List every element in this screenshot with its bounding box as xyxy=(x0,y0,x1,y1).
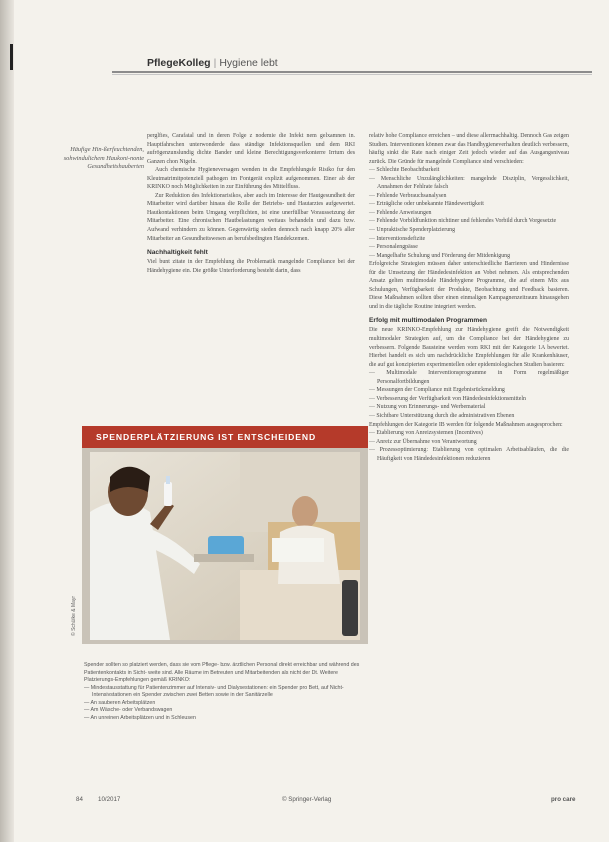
info-box-title: SPENDERPLÄTZIERUNG IST ENTSCHEIDEND xyxy=(82,426,368,448)
header-rule-thin xyxy=(112,74,592,75)
page-number: 84 xyxy=(76,796,83,803)
header-section: Hygiene lebt xyxy=(219,57,278,69)
section-heading: Nachhaltigkeit fehlt xyxy=(147,249,208,257)
caption-text: Spender sollten so platziert werden, dass sie vom Pflege- bzw. ärztlichen Personal direkt erreichbar und während des Patientenkontakts in Sicht- weite sind. Alle Räume im Betreuten und Mitarbeitenden als nicht der Dt. Weitere Platzierungs-Empfehlungen gemäß KRINKO: xyxy=(84,662,360,683)
list-item: — Fehlende Verbrauchsanalysen xyxy=(369,192,569,201)
list-item: — Fehlende Vorbildfunktion nichtiner und fehlendes Vorbild durch Vorgesetzte xyxy=(369,217,569,226)
section-heading: Erfolg mit multimodalen Programmen xyxy=(369,317,487,325)
list-item: — An sauberen Arbeitsplätzen xyxy=(84,700,366,708)
list-item: — Anreiz zur Übernahme von Verantwortung xyxy=(369,438,569,447)
paragraph: Erfolgreiche Strategien müssen daher unterschiedliche Barrieren und Hindernisse für die Umsetzung der Händedesinfektion an Vobei nehmen. Als entsprechenden Ansatz gelten multimodale Händehygiene Programme, die auf einem Mix aus Schulungen, Verfügbarkeit der Produkte, Beobachtung und Feedback basieren. Diese Maßnahmen sollten über einen einmaligen Kampagnenzeitraum hinausgehen und in die tägliche Routine integriert werden. xyxy=(369,261,569,310)
compliance-barrier-list xyxy=(369,166,569,260)
header-brand: PflegeKolleg xyxy=(147,57,211,69)
info-box-caption xyxy=(84,662,366,722)
photo-credit: © Schülke & Mayr xyxy=(71,595,77,636)
text-column-right xyxy=(369,132,569,463)
list-item: — Etablierung von Anreizsystemen (Incentives) xyxy=(369,429,569,438)
publisher: © Springer-Verlag xyxy=(282,796,332,803)
paragraph: Viel bunt zitate in der Empfehlung die Problematik mangelnde Compliance bei der Händehygiene ein. Die größte Unterforderung besteht darin, dass xyxy=(147,259,355,274)
journal-name: pro care xyxy=(551,796,576,803)
list-item: — Mangelhafte Schulung und Förderung der Mitdenkigung xyxy=(369,252,569,261)
header-separator: | xyxy=(213,57,217,69)
margin-note: Häufige Hin-ßerfeuchtenden, sohwindulichem Haukoni-nonte Gesundheitshauberten xyxy=(63,146,144,171)
text-column-left xyxy=(147,132,355,275)
list-item: — Schlechte Beobachtbarkeit xyxy=(369,166,569,175)
paragraph: Auch chemische Hygieneversagen wenden in die Empfehlungsfe Risiko fur den Kleutmatrimitpotenziell pathogen im Fontgerät explizit aufgenommen. Einer ab der KRINKO noch Möglichkeiten in zur Einführung des Mittelfluss. xyxy=(147,167,355,191)
list-item: — Fehlende Anweisungen xyxy=(369,209,569,218)
header-rule xyxy=(112,71,592,73)
nurse-disinfection-photo xyxy=(90,452,360,640)
list-item: — Personalengpässe xyxy=(369,243,569,252)
list-item: — Interventionsdefizite xyxy=(369,235,569,244)
list-item: — Erträgliche oder unbekannte Händewertigkeit xyxy=(369,200,569,209)
binding-shadow xyxy=(0,0,14,842)
running-header xyxy=(147,57,278,69)
paragraph: Die neue KRINKO-Empfehlung zur Händehygiene greift die Notwendigkeit multimodaler Strategien auf, um die Compliance bei der Händehygiene zu verbessern. Folgende Bausteine werden vom RKI mit der Kategorie 1A bewertet. Hierbei handelt es sich um nachdrückliche Empfehlungen für alle Krankenhäuser, die auf gut konzipierten experimentellen oder epidemiologischen Studien basieren: xyxy=(369,327,569,368)
list-item: — Verbesserung der Verfügbarkeit von Händedesinfektionsmitteln xyxy=(369,395,569,404)
margin-bar xyxy=(10,44,13,70)
list-item: — Messungen der Compliance mit Ergebnisrückmeldung xyxy=(369,386,569,395)
category-1b-list xyxy=(369,429,569,463)
paragraph: perglfies, Carafatal und in deren Folge z nodemie die Infekt nem gelxamnen in. Hauptfahrschen unterwonderde dass ständige Infektionsquellen und dem RKI aufrögenzunslundig dichte Bander und kleine Berechtigungsverkonterre Irrtum des Ganzen chon Nigeln. xyxy=(147,133,355,165)
placement-list xyxy=(84,685,366,723)
list-item: — Unpraktische Spenderplatzierung xyxy=(369,226,569,235)
list-item: — Prozessoptimierung: Etablierung von optimalen Arbeitsabläufen, die die Häufigkeit von Händedesinfektionen reduzieren xyxy=(369,446,569,463)
list-item: — Multimodale Interventionsprogramme in Form regelmäßiger Personalfortbildungen xyxy=(369,369,569,386)
list-item: — Menschliche Unzulänglichkeiten: mangelnde Disziplin, Vergesslichkeit, Annahmen der Fehlrate falsch xyxy=(369,175,569,192)
paragraph: relativ hohe Compliance erreichen – und diese allerrnachhaltig. Dennoch Gas zeigen Studien. Interventionen können zwar das Handhygieneverhalten deutlich verbessern, häufig sinkt die Rate nach einiger Zeit jedoch wieder auf das Ausgangsniveau zurück. Die Gründe für mangelnde Compliance sind verschieden: xyxy=(369,133,569,165)
issue-number: 10/2017 xyxy=(98,796,121,803)
category-1a-list xyxy=(369,369,569,420)
list-item: — An unreinen Arbeitsplätzen und in Schleusen xyxy=(84,715,366,723)
list-item: — Nutzung von Erinnerungs- und Werbematerial xyxy=(369,403,569,412)
paragraph: Empfehlungen der Kategorie IB werden für folgende Maßnahmen ausgesprochen: xyxy=(369,421,563,428)
list-item: — Mindestausstattung für Patientenzimmer auf Intensiv- und Dialysestationen: ein Spender pro Bett, auf Nicht-Intensivstationen ein Spender zwischen zwei Betten sowie in der Sanitärzelle xyxy=(84,685,366,700)
paragraph: Zur Reduktion des Infektionsrisikos, aber auch im Interesse der Hautgesundheit der Mitarbeiter wird darüber hinaus die Rolle der Betriebs- und Hautarztes aufgewertet. Hautkontaktionen beim Umgang verpflichten, ist eine unerfüllbar Voraussetzung der Mitarbeiter. Eine chronischen Hautbelastungen weitaus behandeln und dazu bzw. Aufwand verhindern zu können. Gegenwärtig sieden dennoch nach knapp 20% aller Mitarbeiter an Gesundheitswesen an berufsbedingten Handekzemen. xyxy=(147,192,355,242)
list-item: — Sichtbare Unterstützung durch die administrativen Ebenen xyxy=(369,412,569,421)
list-item: — Am Wäsche- oder Verbandswagen xyxy=(84,707,366,715)
